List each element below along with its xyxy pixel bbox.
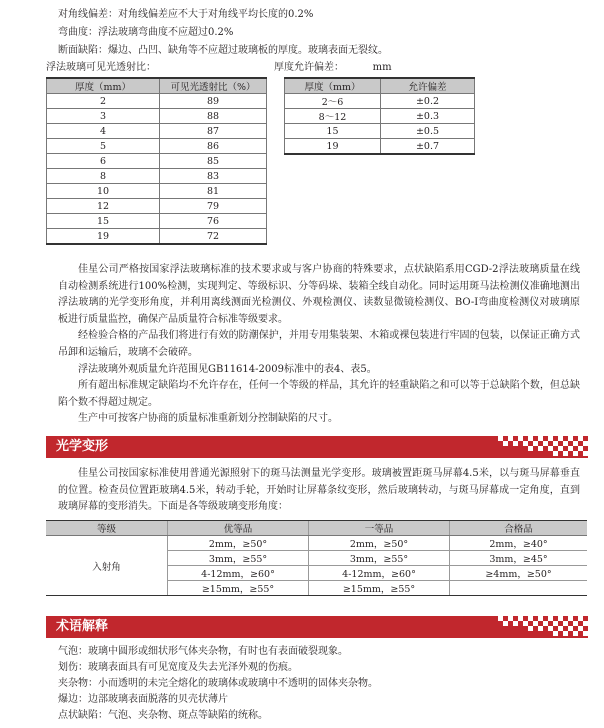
table-cell: 19 — [47, 229, 160, 245]
optical-section-header — [46, 436, 588, 458]
table-cell: 15 — [285, 124, 381, 139]
term-item: 夹杂物：小而透明的未完全熔化的玻璃体或玻璃中不透明的固体夹杂物。 — [58, 678, 378, 689]
table-cell: ≥15mm，≥55° — [309, 581, 450, 596]
table-cell — [450, 581, 588, 596]
table-cell: ≥4mm，≥50° — [450, 566, 588, 581]
section-title: 光学变形 — [56, 439, 109, 454]
table-cell: 81 — [160, 184, 267, 199]
table-cell: 8～12 — [285, 109, 381, 124]
table-row — [47, 184, 267, 199]
paragraph: 生产中可按客户协商的质量标准重新划分控制缺陷的尺寸。 — [78, 413, 338, 425]
incidence-angle-label: 入射角 — [46, 536, 168, 596]
edge-defect-line: 断面缺陷：爆边、凸凹、缺角等不应超过玻璃板的厚度。玻璃表面无裂纹。 — [58, 45, 388, 56]
table-row — [47, 154, 267, 169]
table-cell: ±0.5 — [381, 124, 475, 139]
header-first: 一等品 — [309, 521, 450, 536]
table-cell: 3 — [47, 109, 160, 124]
paragraph: 所有超出标准规定缺陷均不允许存在，任何一个等级的样品，其允许的轻重缺陷之和可以等于总缺陷个数，但总缺陷个数不得超过规定。 — [58, 380, 580, 408]
table-cell: 4-12mm，≥60° — [168, 566, 309, 581]
bow-line: 弯曲度：浮法玻璃弯曲度不应超过0.2% — [58, 27, 234, 38]
table-cell: ≥15mm，≥55° — [168, 581, 309, 596]
table-cell: 2mm，≥50° — [309, 536, 450, 551]
table-cell: 85 — [160, 154, 267, 169]
table-cell: 2mm，≥50° — [168, 536, 309, 551]
table-cell: 2mm，≥40° — [450, 536, 588, 551]
transmittance-table — [46, 77, 267, 245]
table-cell: 12 — [47, 199, 160, 214]
table-cell: 79 — [160, 199, 267, 214]
checker-decoration — [498, 616, 588, 638]
optical-paragraph: 佳星公司按国家标准使用普通光源照射下的斑马法测量光学变形。玻璃被置距斑马屏幕4.5米，以与斑马屏幕垂直的位置。检查员位置距玻璃4.5米，转动手轮，开始时让屏幕条纹变形，然后玻璃转动，与斑马屏幕成一定角度，直到玻璃屏幕的变形消失。下面是各等级玻璃变形角度： — [58, 468, 580, 513]
table-cell: ±0.7 — [381, 139, 475, 155]
quality-paragraphs — [58, 262, 580, 428]
transmittance-caption: 浮法玻璃可见光透射比： — [46, 62, 156, 73]
term-item: 气泡：玻璃中圆形或细状形气体夹杂物，有时也有表面破裂现象。 — [58, 646, 348, 657]
table-cell: 72 — [160, 229, 267, 245]
table-row — [47, 109, 267, 124]
table-cell: 3mm，≥45° — [450, 551, 588, 566]
table-cell: 88 — [160, 109, 267, 124]
tolerance-caption — [274, 61, 392, 74]
table-cell: 87 — [160, 124, 267, 139]
tolerance-unit: mm — [372, 62, 392, 73]
transmittance-body — [47, 94, 267, 245]
table-cell: 10 — [47, 184, 160, 199]
paragraph: 浮法玻璃外观质量允许范围见GB11614-2009标准中的表4、表5。 — [78, 363, 377, 375]
table-cell: 3mm，≥55° — [309, 551, 450, 566]
table-row — [285, 139, 475, 155]
table-cell: 89 — [160, 94, 267, 109]
header-thickness: 厚度（mm） — [285, 78, 381, 94]
table-cell: 76 — [160, 214, 267, 229]
optical-paragraph-block — [58, 466, 580, 516]
table-cell: 6 — [47, 154, 160, 169]
diagonal-tolerance-line: 对角线偏差：对角线偏差应不大于对角线平均长度的0.2% — [58, 9, 314, 20]
section-title: 术语解释 — [56, 619, 109, 634]
table-cell: ±0.3 — [381, 109, 475, 124]
table-cell: 19 — [285, 139, 381, 155]
terms-list — [58, 644, 378, 724]
table-row — [47, 199, 267, 214]
header-premium: 优等品 — [168, 521, 309, 536]
table-row — [285, 109, 475, 124]
tolerance-body — [285, 94, 475, 155]
term-item: 点状缺陷：气泡、夹杂物、斑点等缺陷的统称。 — [58, 710, 268, 721]
table-cell: ±0.2 — [381, 94, 475, 109]
table-cell: 83 — [160, 169, 267, 184]
header-qualified: 合格品 — [450, 521, 588, 536]
table-row — [46, 536, 587, 551]
tolerance-caption-text: 厚度允许偏差： — [274, 62, 344, 73]
table-cell: 5 — [47, 139, 160, 154]
table-row — [47, 214, 267, 229]
header-grade: 等级 — [46, 521, 168, 536]
table-cell: 15 — [47, 214, 160, 229]
table-cell: 2 — [47, 94, 160, 109]
term-item: 爆边：边部玻璃表面脱落的贝壳状薄片 — [58, 694, 228, 705]
checker-decoration — [498, 436, 588, 458]
paragraph: 经检验合格的产品我们将进行有效的防潮保护，并用专用集装架、木箱或裸包装进行牢固的包装，以保证正确方式吊卸和运输后，玻璃不会破碎。 — [58, 330, 580, 358]
table-row — [47, 139, 267, 154]
deformation-table — [46, 520, 587, 596]
header-thickness: 厚度（mm） — [47, 78, 160, 94]
table-cell: 86 — [160, 139, 267, 154]
header-tolerance: 允许偏差 — [381, 78, 475, 94]
table-cell: 3mm，≥55° — [168, 551, 309, 566]
table-row — [285, 94, 475, 109]
table-cell: 2～6 — [285, 94, 381, 109]
paragraph: 佳星公司严格按国家浮法玻璃标准的技术要求或与客户协商的特殊要求，点状缺陷系用CGD-2浮法玻璃质量在线自动检测系统进行100%检测，实现判定、等级标识、分等码垛、装箱全线自动化。同时运用斑马法检测仪准确地测出浮法玻璃的光学变形角度，并利用离线测面光检测仪、外观检测仪、读数显微镜检测仪、BO-I弯曲度检测仪对玻璃原板进行质量监控，确保产品质量符合标准等级要求。 — [58, 264, 580, 325]
table-row — [47, 94, 267, 109]
table-row — [47, 169, 267, 184]
table-cell: 4-12mm，≥60° — [309, 566, 450, 581]
table-row — [285, 124, 475, 139]
table-row — [47, 124, 267, 139]
table-row — [47, 229, 267, 245]
header-transmittance: 可见光透射比（%） — [160, 78, 267, 94]
terms-section-header — [46, 616, 588, 638]
term-item: 划伤：玻璃表面具有可见宽度及失去光泽外观的伤痕。 — [58, 662, 298, 673]
table-cell: 8 — [47, 169, 160, 184]
table-cell: 4 — [47, 124, 160, 139]
tolerance-table — [284, 77, 475, 155]
